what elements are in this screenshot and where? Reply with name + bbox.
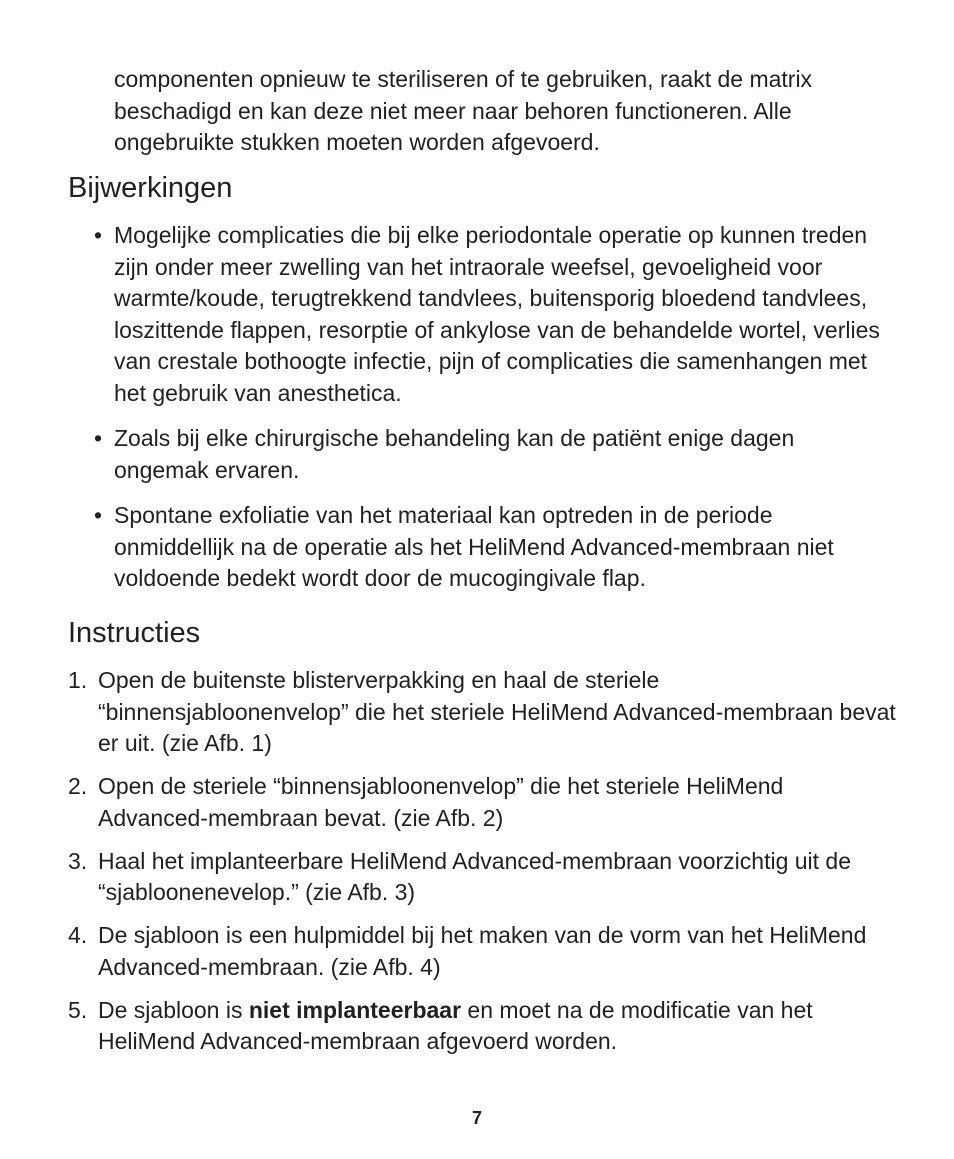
step-text: Open de steriele “binnensjabloonenvelop” die het steriele HeliMend Advanced-membraan bevat. (zie Afb. 2) bbox=[98, 773, 784, 831]
bullet-icon: • bbox=[94, 425, 103, 451]
side-effect-text: Spontane exfoliatie van het materiaal kan optreden in de periode onmiddellijk na de operatie als het HeliMend Advanced-membraan niet voldoende bedekt wordt door de mucogingivale flap. bbox=[114, 502, 834, 591]
step-text-before: De sjabloon is bbox=[98, 996, 249, 1023]
step-number: 5. bbox=[68, 996, 88, 1023]
intro-paragraph: componenten opnieuw te steriliseren of te gebruiken, raakt de matrix beschadigd en kan deze niet meer naar behoren functioneren. Alle ongebruikte stukken moeten worden afgevoerd. bbox=[114, 66, 813, 155]
side-effects-heading: Bijwerkingen bbox=[68, 172, 233, 204]
instruction-step bbox=[0, 846, 898, 909]
instruction-step bbox=[0, 995, 898, 1058]
side-effect-text: Mogelijke complicaties die bij elke periodontale operatie op kunnen treden zijn onder meer zwelling van het intraorale weefsel, gevoeligheid voor warmte/koude, terugtrekkend tandvlees, buitensporig bloedend tandvlees, loszittende flappen, resorptie of ankylose van de behandelde wortel, verlies van crestale bothoogte infectie, pijn of complicaties die samenhangen met het gebruik van anesthetica. bbox=[114, 222, 880, 406]
step-text: De sjabloon is een hulpmiddel bij het maken van de vorm van het HeliMend Advanced-membraan. (zie Afb. 4) bbox=[98, 922, 867, 980]
step-number: 3. bbox=[68, 847, 88, 874]
step-number: 2. bbox=[68, 773, 88, 799]
step-text-after: en moet na de modificatie van het HeliMend Advanced-membraan afgevoerd worden. bbox=[98, 996, 813, 1054]
side-effects-list bbox=[0, 220, 954, 609]
instruction-step bbox=[0, 665, 898, 760]
step-text: Open de buitenste blisterverpakking en haal de steriele “binnensjabloonenvelop” die het steriele HeliMend Advanced-membraan bevat er uit. (zie Afb. 1) bbox=[98, 667, 896, 756]
bullet-icon: • bbox=[94, 502, 103, 528]
instruction-step bbox=[0, 920, 898, 983]
instructions-list bbox=[0, 665, 954, 1069]
side-effect-item bbox=[0, 220, 894, 409]
step-number: 1. bbox=[68, 667, 88, 693]
page-number: 7 bbox=[471, 1108, 482, 1128]
side-effect-item bbox=[0, 423, 894, 486]
step-text: Haal het implanteerbare HeliMend Advanced-membraan voorzichtig uit de “sjabloonenevelop.” (zie Afb. 3) bbox=[98, 847, 852, 905]
side-effect-text: Zoals bij elke chirurgische behandeling kan de patiënt enige dagen ongemak ervaren. bbox=[114, 425, 795, 483]
step-number: 4. bbox=[68, 922, 88, 948]
bullet-icon: • bbox=[94, 222, 103, 248]
instruction-step bbox=[0, 771, 898, 834]
side-effect-item bbox=[0, 500, 894, 595]
instructions-heading: Instructies bbox=[68, 617, 201, 649]
step-text-bold: niet implanteerbaar bbox=[248, 996, 462, 1023]
